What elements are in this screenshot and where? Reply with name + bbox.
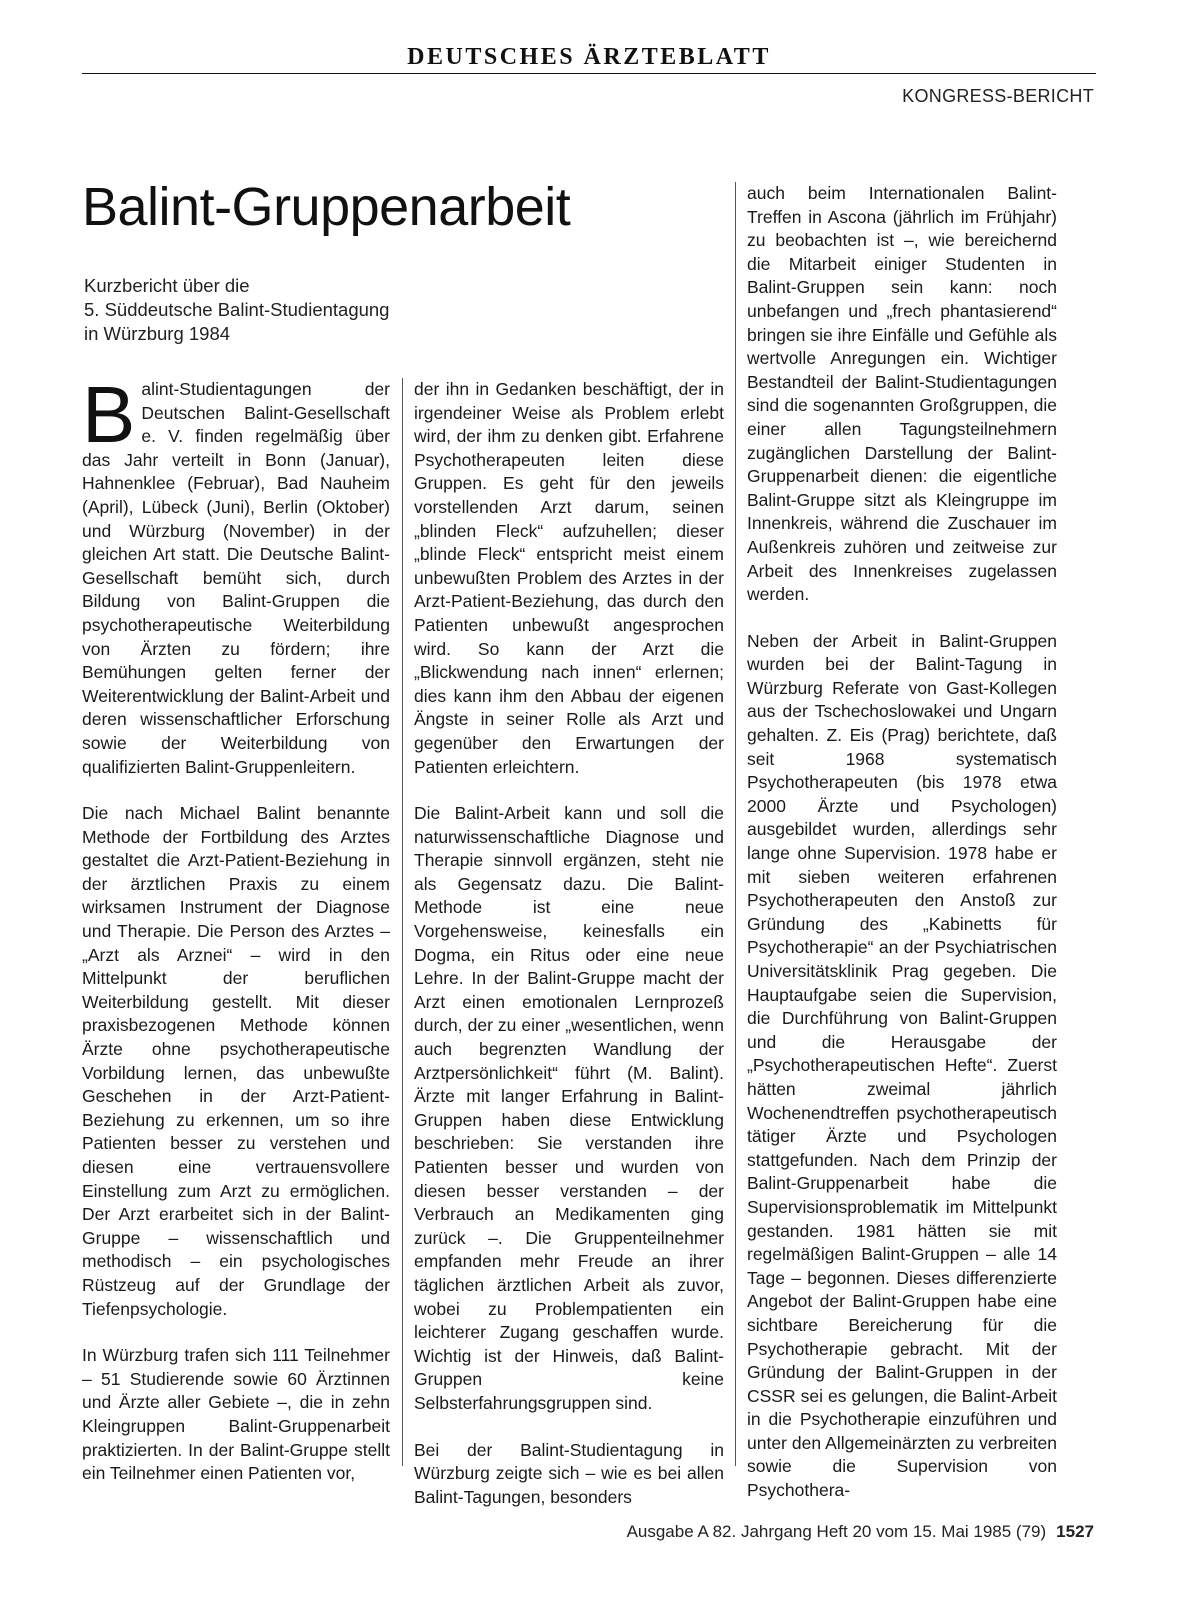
subtitle-line: 5. Süddeutsche Balint-Studientagung (84, 299, 390, 320)
article-column-3 (747, 182, 1057, 1503)
subtitle-line: in Würzburg 1984 (84, 323, 231, 344)
body-paragraph: In Würzburg trafen sich 111 Teilnehmer – 51 Studierende sowie 60 Ärztinnen und Ärzte aller Gebiete –, die in zehn Kleingruppen Balint-Gruppenarbeit praktizierten. In der Balint-Gruppe stellt ein Teilnehmer einen Patienten vor, (82, 1345, 390, 1484)
subtitle-line: Kurzbericht über die (84, 275, 250, 296)
column-divider (735, 182, 736, 1466)
body-paragraph: auch beim Internationalen Balint-Treffen in Ascona (jährlich im Frühjahr) zu beobachten ist –, wie bereichernd die Mitarbeit einiger Studenten in Balint-Gruppen sein kann: noch unbefangen und „frech phantasierend“ bringen sie ihre Einfälle und Gefühle als wertvolle Anregungen ein. Wichtiger Bestandteil der Balint-Studientagungen sind die sogenannten Großgruppen, die einer allen Tagungsteilnehmern zugänglichen Darstellung der Balint-Gruppenarbeit dienen: die eigentliche Balint-Gruppe sitzt als Kleingruppe im Innenkreis, während die Zuschauer im Außenkreis zuhören und zeitweise zur Arbeit des Innenkreises zugelassen werden. (747, 183, 1057, 605)
article-title: Balint-Gruppenarbeit (82, 177, 571, 237)
body-paragraph: Bei der Balint-Studientagung in Würzburg zeigte sich – wie es bei allen Balint-Tagungen, besonders (414, 1439, 724, 1507)
header-rule (82, 73, 1096, 74)
issue-info: Ausgabe A 82. Jahrgang Heft 20 vom 15. Mai 1985 (79) (626, 1522, 1047, 1541)
column-divider (402, 378, 403, 1466)
body-paragraph: Neben der Arbeit in Balint-Gruppen wurden bei der Balint-Tagung in Würzburg Referate von Gast-Kollegen aus der Tschechoslowakei und Ungarn gehalten. Z. Eis (Prag) berichtete, daß seit 1968 systematisch Psychotherapeuten (bis 1978 etwa 2000 Ärzte und Psychologen) ausgebildet wurden, allerdings sehr lange ohne Supervision. 1978 habe er mit sieben weiteren erfahrenen Psychotherapeuten den Anstoß zur Gründung des „Kabinetts für Psychotherapie“ an der Psychiatrischen Universitätsklinik Prag gegeben. Die Hauptaufgabe seien die Supervision, die Durchführung von Balint-Gruppen und die Herausgabe der „Psychotherapeutischen Hefte“. Zuerst hätten zweimal jährlich Wochenendtreffen psychotherapeutisch tätiger Ärzte und Psychologen stattgefunden. Nach dem Prinzip der Balint-Gruppenarbeit habe die Supervisionsproblematik im Mittelpunkt gestanden. 1981 hätten sie mit regelmäßigen Balint-Gruppen – alle 14 Tage – begonnen. Dieses differenzierte Angebot der Balint-Gruppen habe eine sichtbare Bereicherung für die Psychotherapie gebracht. Mit der Gründung der Balint-Gruppen in der CSSR sei es gelungen, die Balint-Arbeit in die Psychotherapie einzuführen und unter den Allgemeinärzten zu verbreiten sowie die Supervision von Psychothera- (747, 630, 1057, 1501)
paragraph-text: alint-Studientagungen der Deutschen Balint-Gesellschaft e. V. finden regelmäßig über das Jahr verteilt in Bonn (Januar), Hahnenklee (Februar), Bad Nauheim (April), Lübeck (Juni), Berlin (Oktober) und Würzburg (November) in der gleichen Art statt. Die Deutsche Balint-Gesellschaft bemüht sich, durch Bildung von Balint-Gruppen die psychotherapeutische Weiterbildung von Ärzten zu fördern; ihre Bemühungen gelten ferner der Weiterentwicklung der Balint-Arbeit und deren wissenschaftlicher Erforschung sowie der Weiterbildung von qualifizierten Balint-Gruppenleitern. (82, 379, 390, 777)
body-paragraph: Die nach Michael Balint benannte Methode der Fortbildung des Arztes gestaltet die Arzt-Patient-Beziehung in der ärztlichen Praxis zu einem wirksamen Instrument der Diagnose und Therapie. Die Person des Arztes – „Arzt als Arznei“ – wird in den Mittelpunkt der beruflichen Weiterbildung gestellt. Mit dieser praxisbezogenen Methode können Ärzte ohne psychotherapeutische Vorbildung lernen, das unbewußte Geschehen in der Arzt-Patient-Beziehung zu erkennen, um so ihre Patienten besser zu verstehen und diesen eine vertrauensvollere Einstellung zum Arzt zu ermöglichen. Der Arzt erarbeitet sich in der Balint-Gruppe – wissenschaftlich und methodisch – ein psychologisches Rüstzeug auf der Grundlage der Tiefenpsychologie. (82, 803, 390, 1319)
body-paragraph: der ihn in Gedanken beschäftigt, der in irgendeiner Weise als Problem erlebt wird, der ihm zu denken gibt. Erfahrene Psychotherapeuten leiten diese Gruppen. Es geht für den jeweils vorstellenden Arzt darum, seinen „blinden Fleck“ aufzuhellen; dieser „blinde Fleck“ entspricht meist einem unbewußten Problem des Arztes in der Arzt-Patient-Beziehung, das durch den Patienten unbewußt angesprochen wird. So kann der Arzt die „Blickwendung nach innen“ erlernen; dies kann ihm den Abbau der eigenen Ängste in seiner Rolle als Arzt und gegenüber den Erwartungen der Patienten erleichtern. (414, 379, 724, 777)
article-column-1 (82, 370, 390, 1486)
body-paragraph (82, 370, 390, 779)
article-column-2 (414, 378, 724, 1509)
page-footer (627, 1522, 1094, 1542)
drop-cap: B (82, 370, 136, 459)
page-number: 1527 (1056, 1522, 1094, 1541)
article-subtitle (84, 274, 504, 346)
journal-masthead: DEUTSCHES ÄRZTEBLATT (407, 44, 771, 70)
section-label: KONGRESS-BERICHT (902, 86, 1094, 106)
body-paragraph: Die Balint-Arbeit kann und soll die naturwissenschaftliche Diagnose und Therapie sinnvoll ergänzen, steht nie als Gegensatz dazu. Die Balint-Methode ist eine neue Vorgehensweise, keinesfalls ein Dogma, ein Ritus oder eine neue Lehre. In der Balint-Gruppe macht der Arzt einen emotionalen Lernprozeß durch, der zu einer „wesentlichen, wenn auch begrenzten Wandlung der Arztpersönlichkeit“ führt (M. Balint). Ärzte mit langer Erfahrung in Balint-Gruppen haben diese Entwicklung beschrieben: Sie verstanden ihre Patienten besser und wurden von diesen besser verstanden – der Verbrauch an Medikamenten ging zurück –. Die Gruppenteilnehmer empfanden mehr Freude an ihrer täglichen ärztlichen Arbeit als zuvor, wobei zu Problempatienten ein leichterer Zugang geschaffen wurde. Wichtig ist der Hinweis, daß Balint-Gruppen keine Selbsterfahrungsgruppen sind. (414, 803, 724, 1413)
